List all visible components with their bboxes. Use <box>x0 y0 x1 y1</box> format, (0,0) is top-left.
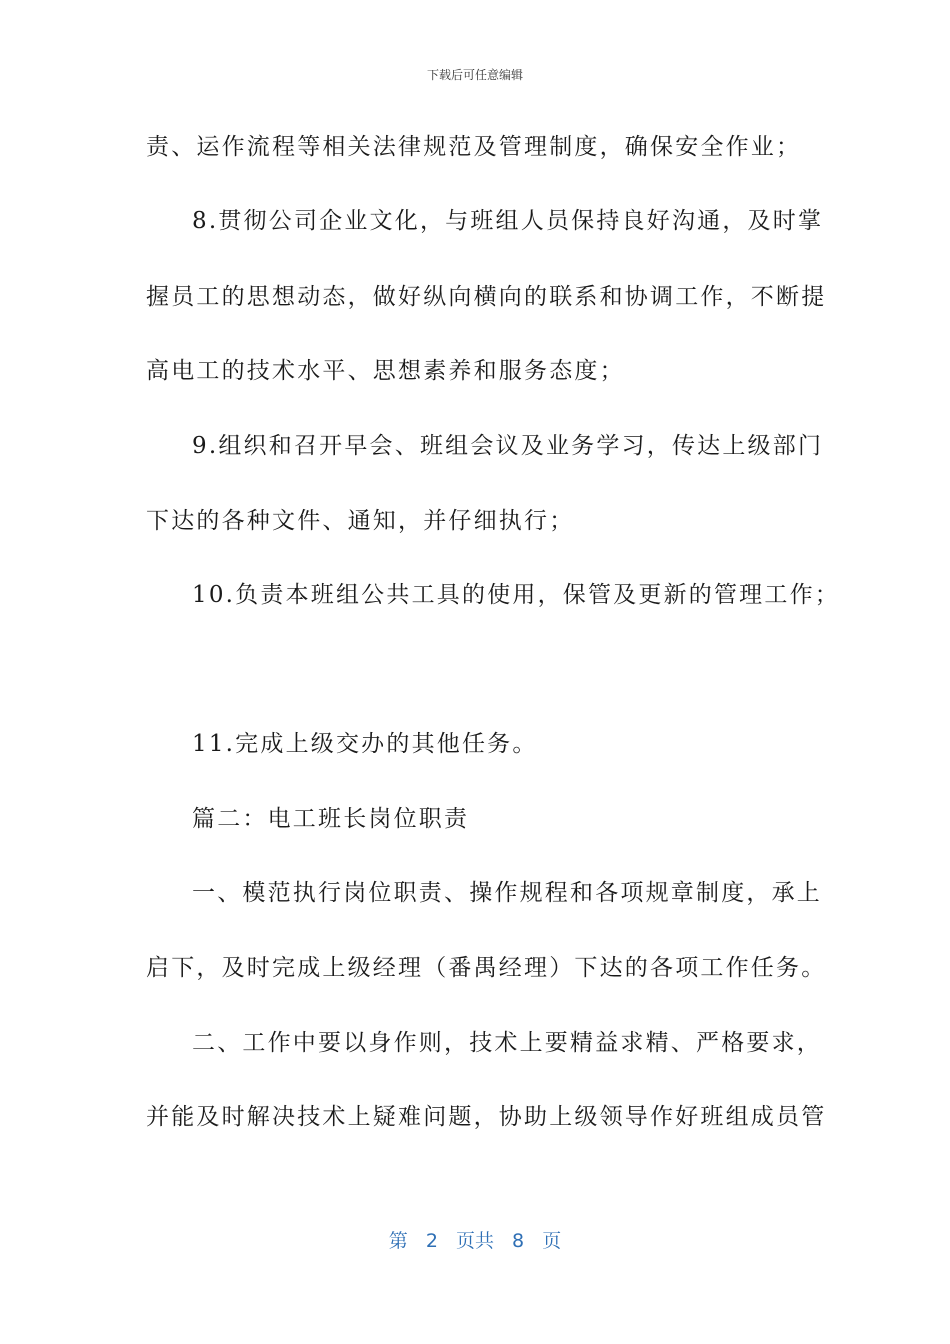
current-page-number: 2 <box>425 1230 438 1252</box>
paragraph-line: 高电工的技术水平、思想素养和服务态度； <box>146 358 625 384</box>
paragraph-line: 二、工作中要以身作则，技术上要精益求精、严格要求， <box>192 1030 822 1056</box>
page-header: 下载后可任意编辑 <box>426 68 523 82</box>
page-footer <box>0 1226 950 1253</box>
paragraph-line: 并能及时解决技术上疑难问题，协助上级领导作好班组成员管 <box>146 1104 827 1130</box>
paragraph-line: 下达的各种文件、通知，并仔细执行； <box>146 508 575 534</box>
paragraph-line: 握员工的思想动态，做好纵向横向的联系和协调工作，不断提 <box>146 284 827 310</box>
paragraph-line: 8.贯彻公司企业文化，与班组人员保持良好沟通，及时掌 <box>192 208 824 234</box>
paragraph-line: 10.负责本班组公共工具的使用，保管及更新的管理工作； <box>192 582 840 608</box>
footer-label-end: 页 <box>542 1230 562 1252</box>
paragraph-line: 一、模范执行岗位职责、操作规程和各项规章制度，承上 <box>192 880 822 906</box>
paragraph-line: 11.完成上级交办的其他任务。 <box>192 731 538 757</box>
paragraph-line: 9.组织和召开早会、班组会议及业务学习，传达上级部门 <box>192 433 824 459</box>
paragraph-line: 启下，及时完成上级经理（番禺经理）下达的各项工作任务。 <box>146 955 827 981</box>
footer-label-of: 页共 <box>455 1230 494 1252</box>
total-pages-number: 8 <box>512 1230 525 1252</box>
footer-label-page: 第 <box>388 1230 408 1252</box>
section-heading: 篇二：电工班长岗位职责 <box>192 806 470 832</box>
paragraph-line: 责、运作流程等相关法律规范及管理制度，确保安全作业； <box>146 134 802 160</box>
